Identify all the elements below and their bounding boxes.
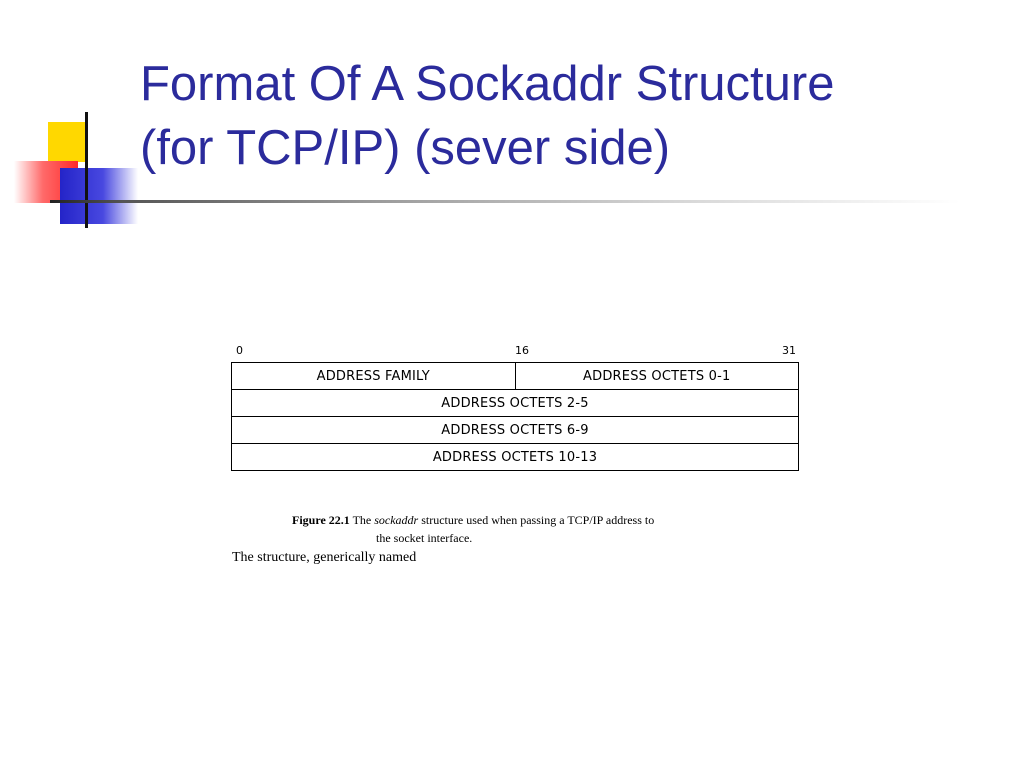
address-octets-6-9-cell: ADDRESS OCTETS 6-9 xyxy=(232,417,799,444)
table-row xyxy=(232,390,799,417)
structure-note: The structure, generically named xyxy=(232,550,417,565)
figure-caption-line-2: the socket interface. xyxy=(376,531,473,545)
figure-caption-text-b: structure used when passing a TCP/IP address to xyxy=(421,513,655,527)
address-octets-2-5-cell: ADDRESS OCTETS 2-5 xyxy=(232,390,799,417)
yellow-square-decoration xyxy=(48,122,88,162)
table-row xyxy=(232,417,799,444)
slide-decoration xyxy=(0,0,140,240)
slide-title-line-2: (for TCP/IP) (sever side) xyxy=(140,121,671,175)
blue-square-decoration xyxy=(60,168,138,224)
bit-label-0: 0 xyxy=(236,344,243,357)
figure-caption-label: Figure 22.1 xyxy=(292,513,350,527)
address-family-cell: ADDRESS FAMILY xyxy=(232,363,516,390)
figure-caption-text-a: The xyxy=(352,513,372,527)
slide-title-line-1: Format Of A Sockaddr Structure xyxy=(140,57,835,111)
vertical-rule xyxy=(85,112,88,228)
slide-title xyxy=(140,52,1000,180)
address-octets-10-13-cell: ADDRESS OCTETS 10-13 xyxy=(232,444,799,471)
table-row xyxy=(232,363,799,390)
sockaddr-structure-table xyxy=(231,362,799,471)
figure-caption-emphasis: sockaddr xyxy=(374,513,419,527)
figure-caption xyxy=(292,511,784,547)
bit-label-16: 16 xyxy=(515,344,529,357)
table-row xyxy=(232,444,799,471)
bit-label-31: 31 xyxy=(782,344,796,357)
address-octets-0-1-cell: ADDRESS OCTETS 0-1 xyxy=(515,363,799,390)
title-underline-rule xyxy=(50,200,960,203)
